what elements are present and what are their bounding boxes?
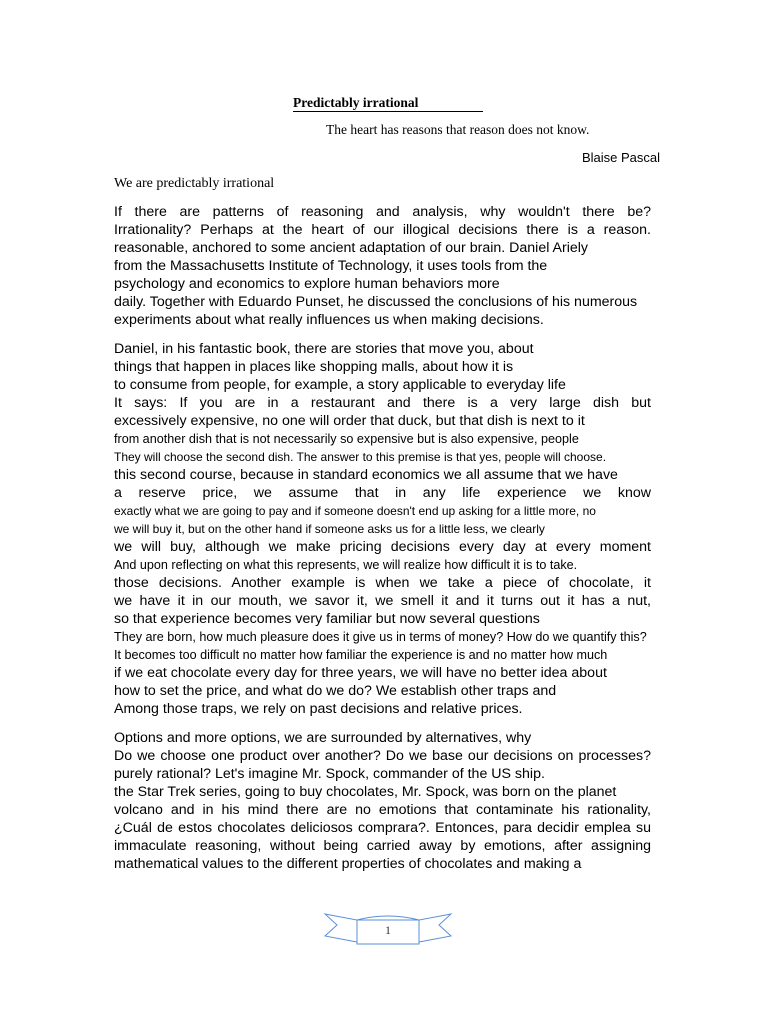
text-line: we will buy, although we make pricing decisions every day at every moment	[114, 539, 651, 555]
text-line: exactly what we are going to pay and if someone doesn't end up asking for a little more, no	[114, 504, 596, 518]
text-line: if we eat chocolate every day for three years, we will have no better idea about	[114, 665, 607, 681]
paragraph-2	[114, 340, 651, 718]
text-line: immaculate reasoning, without being carried away by emotions, after assigning	[114, 838, 651, 854]
text-line: reasonable, anchored to some ancient adaptation of our brain. Daniel Ariely	[114, 240, 589, 256]
text-line: from another dish that is not necessarily so expensive but is also expensive, people	[114, 432, 579, 446]
text-line: Among those traps, we rely on past decisions and relative prices.	[114, 701, 523, 717]
text-line: this second course, because in standard economics we all assume that we have	[114, 467, 618, 483]
text-line: we will buy it, but on the other hand if someone asks us for a little less, we clearly	[114, 522, 545, 536]
section-heading: We are predictably irrational	[114, 176, 275, 191]
text-line: mathematical values to the different properties of chocolates and making a	[114, 856, 582, 872]
text-line: to consume from people, for example, a story applicable to everyday life	[114, 377, 566, 393]
text-line: things that happen in places like shopping malls, about how it is	[114, 359, 514, 375]
text-line: those decisions. Another example is when we take a piece of chocolate, it	[114, 575, 651, 591]
text-line: experiments about what really influences us when making decisions.	[114, 312, 544, 328]
epigraph-quote: The heart has reasons that reason does not know.	[326, 122, 590, 137]
text-line: ¿Cuál de estos chocolates deliciosos comprara?. Entonces, para decidir emplea su	[114, 820, 651, 836]
text-line: They are born, how much pleasure does it give us in terms of money? How do we quantify this?	[114, 630, 647, 644]
text-line: how to set the price, and what do we do? We establish other traps and	[114, 683, 557, 699]
text-line: psychology and economics to explore human behaviors more	[114, 276, 500, 292]
text-line: They will choose the second dish. The answer to this premise is that yes, people will choose.	[114, 450, 607, 464]
text-line: so that experience becomes very familiar but now several questions	[114, 611, 540, 627]
text-line: Daniel, in his fantastic book, there are stories that move you, about	[114, 341, 534, 357]
text-line: And upon reflecting on what this represents, we will realize how difficult it is to take.	[114, 558, 578, 572]
text-line: we have it in our mouth, we savor it, we smell it and it turns out it has a nut,	[114, 593, 651, 609]
text-line: Irrationality? Perhaps at the heart of our illogical decisions there is a reason.	[114, 222, 651, 238]
text-line: It says: If you are in a restaurant and there is a very large dish but	[114, 395, 651, 411]
page-number-ribbon	[323, 910, 453, 950]
epigraph-author: Blaise Pascal	[581, 150, 660, 165]
text-line: If there are patterns of reasoning and analysis, why wouldn't there be?	[114, 204, 651, 220]
text-line: daily. Together with Eduardo Punset, he discussed the conclusions of his numerous	[114, 294, 638, 310]
text-line: purely rational? Let's imagine Mr. Spock, commander of the US ship.	[114, 766, 545, 782]
document-title: Predictably irrational	[293, 95, 483, 112]
text-line: a reserve price, we assume that in any life experience we know	[114, 485, 651, 501]
text-line: excessively expensive, no one will order that duck, but that dish is next to it	[114, 413, 585, 429]
paragraph-3	[114, 729, 651, 873]
text-line: from the Massachusetts Institute of Technology, it uses tools from the	[114, 258, 548, 274]
paragraph-1	[114, 203, 651, 329]
text-line: volcano and in his mind there are no emotions that contaminate his rationality,	[114, 802, 651, 818]
text-line: Do we choose one product over another? Do we base our decisions on processes?	[114, 748, 651, 764]
page-number: 1	[385, 923, 391, 937]
text-line: Options and more options, we are surrounded by alternatives, why	[114, 730, 532, 746]
text-line: It becomes too difficult no matter how familiar the experience is and no matter how much	[114, 648, 608, 662]
text-line: the Star Trek series, going to buy chocolates, Mr. Spock, was born on the planet	[114, 784, 617, 800]
